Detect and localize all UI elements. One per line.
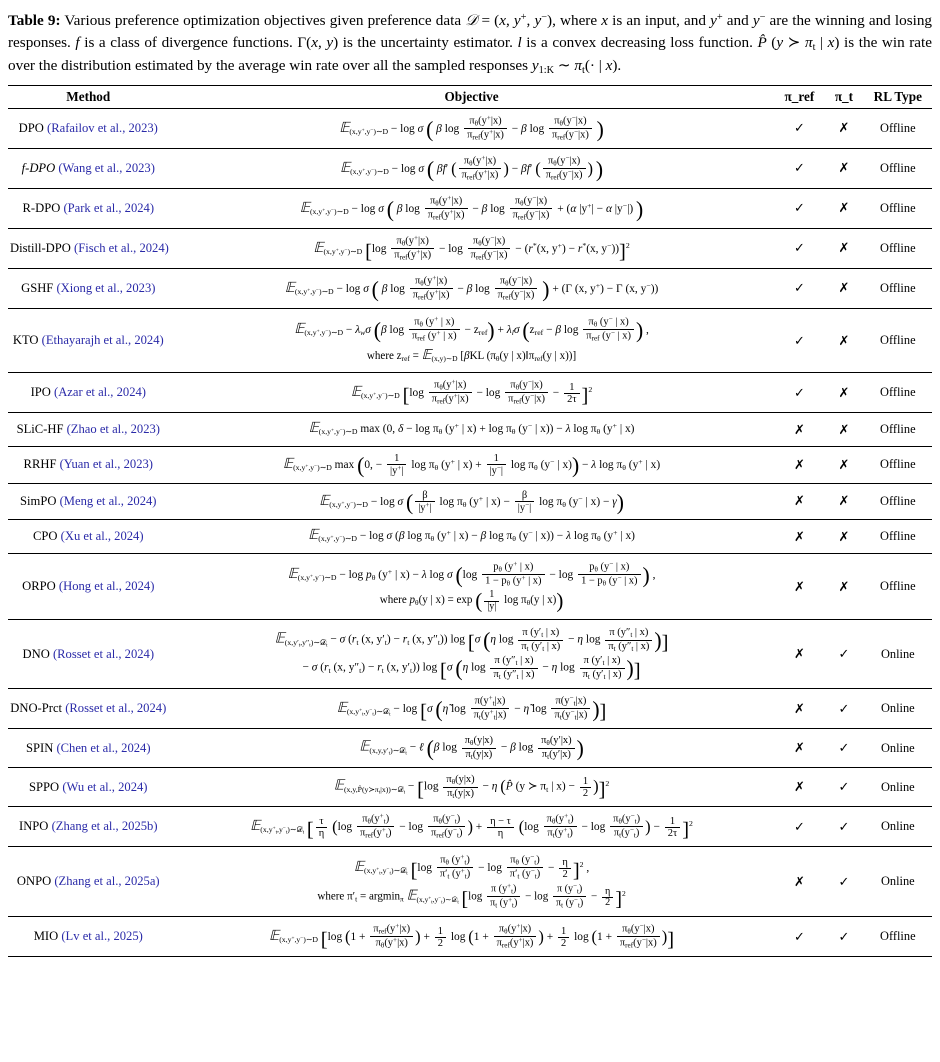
pi-t-cell: ✗ xyxy=(824,483,863,520)
method-name: ORPO xyxy=(22,579,56,594)
pi-ref-cell: ✗ xyxy=(775,729,825,768)
method-name: DNO-Prct xyxy=(10,701,63,716)
method-citation[interactable]: (Xiong et al., 2023) xyxy=(56,280,156,295)
rl-type-cell: Online xyxy=(864,620,932,689)
pi-t-cell: ✗ xyxy=(824,554,863,620)
pi-t-cell: ✗ xyxy=(824,268,863,308)
objective-cell: 𝔼$_{(x,y^+,y^-)\sim D}$ [log $\frac{\pi_\theta(y^+|x)}{\pi_{ref}(y^+|x)}$ − log $\frac{\pi_\theta(y^-|x)}{\pi_{ref}(y^-|x)}$ − $\frac{1}{2\tau}$ ]$^2$ xyxy=(169,373,775,413)
method-cell xyxy=(8,520,169,554)
method-cell xyxy=(8,148,169,188)
objective-cell: 𝔼$_{(x,y^+,y^-)\sim D}$ − $\log p_\theta$ (y+ | x) − λ log σ (log $\frac{p_\theta (y^+ | x)}{1 - p_\theta (y^+ | x)}$ − log $\frac{p_\theta (y^- | x)}{1 - p_\theta (y^- | x)}$ ) , where $p_\theta(y$ | x) = exp ( $\frac{1}{|y|}$ $\log \pi_\theta(y$ | x)) xyxy=(169,554,775,620)
rl-type-cell: Offline xyxy=(864,554,932,620)
rl-type-cell: Offline xyxy=(864,148,932,188)
table-row xyxy=(8,373,932,413)
table-row xyxy=(8,188,932,228)
rl-type-cell: Online xyxy=(864,847,932,917)
objective-cell: 𝔼$_{(x,y^+,y^-)\sim D}$ [log (1 + $\frac{\pi_{ref}(y^+|x)}{\pi_\theta(y^+|x)}$ ) + $\frac{1}{2}$ log (1 + $\frac{\pi_\theta(y^+|x)}{\pi_{ref}(y^+|x)}$ ) + $\frac{1}{2}$ log (1 + $\frac{\pi_\theta(y^-|x)}{\pi_{ref}(y^-|x)}$ )] xyxy=(169,917,775,957)
pi-t-cell: ✗ xyxy=(824,308,863,372)
method-cell xyxy=(8,308,169,372)
method-citation[interactable]: (Rafailov et al., 2023) xyxy=(47,120,158,135)
objective-cell: 𝔼$_{(x,y^+_t,y^-_t)\sim 𝒟_t}$ [ $\frac{\tau}{\eta}$ (log $\frac{\pi_\theta(y^+_t)}{\pi_{ref}(y^+_t)}$ − log $\frac{\pi_\theta(y^-_t)}{\pi_{ref}(y^-_t)}$ ) + $\frac{\eta - \tau}{\eta}$ (log $\frac{\pi_\theta(y^+_t)}{\pi_t(y^+_t)}$ − log $\frac{\pi_\theta(y^-_t)}{\pi_t(y^-_t)}$ ) − $\frac{1}{2\tau}$ ]$^2$ xyxy=(169,807,775,847)
rl-type-cell: Online xyxy=(864,729,932,768)
method-cell xyxy=(8,447,169,484)
method-cell xyxy=(8,188,169,228)
method-name: MIO xyxy=(33,929,59,944)
pi-ref-cell: ✓ xyxy=(775,917,825,957)
header-rl-type: RL Type xyxy=(864,85,932,108)
objective-cell: 𝔼$_{(x,y^+,y^-)\sim D}$ [log $\frac{\pi_\theta(y^+|x)}{\pi_{ref}(y^+|x)}$ − log $\frac{\pi_\theta(y^-|x)}{\pi_{ref}(y^-|x)}$ − (r*(x, y+) − r*(x, y−))]$^2$ xyxy=(169,228,775,268)
rl-type-cell: Offline xyxy=(864,228,932,268)
method-name: SimPO xyxy=(20,493,57,508)
method-name: SPPO xyxy=(29,779,60,794)
method-name: SLiC-HF xyxy=(16,422,64,437)
method-citation[interactable]: (Yuan et al., 2023) xyxy=(59,457,153,472)
method-cell xyxy=(8,807,169,847)
pi-t-cell: ✗ xyxy=(824,447,863,484)
objective-cell: 𝔼$_{(x,y^+,y^-)\sim D}$ max (0, − $\frac{1}{|y^+|}$ $\log \pi_\theta$ (y+ | x) + $\frac{1}{|y^-|}$ $\log \pi_\theta$ (y− | x)) − λ $\log \pi_\theta$ (y+ | x) xyxy=(169,447,775,484)
method-cell xyxy=(8,228,169,268)
method-citation[interactable]: (Wu et al., 2024) xyxy=(62,779,148,794)
method-cell xyxy=(8,483,169,520)
method-citation[interactable]: (Ethayarajh et al., 2024) xyxy=(41,333,164,348)
pi-ref-cell: ✗ xyxy=(775,554,825,620)
method-cell xyxy=(8,108,169,148)
rl-type-cell: Online xyxy=(864,689,932,729)
method-name: GSHF xyxy=(21,280,54,295)
method-citation[interactable]: (Zhang et al., 2025a) xyxy=(54,874,160,889)
method-citation[interactable]: (Rosset et al., 2024) xyxy=(65,701,167,716)
objective-cell: 𝔼$_{(x,y^+,y^-)\sim D}$ − log σ ( βf′ ( $\frac{\pi_\theta(y^+|x)}{\pi_{ref}(y^+|x)}$ ) − βf′ ( $\frac{\pi_\theta(y^-|x)}{\pi_{ref}(y^-|x)}$ ) ) xyxy=(169,148,775,188)
pi-ref-cell: ✗ xyxy=(775,447,825,484)
pi-t-cell: ✗ xyxy=(824,373,863,413)
pi-ref-cell: ✓ xyxy=(775,807,825,847)
method-citation[interactable]: (Xu et al., 2024) xyxy=(60,529,144,544)
objective-cell: 𝔼$_{(x,y,P̂(y≻\pi_t|x))\sim 𝒟_t}$ − [log $\frac{\pi_\theta(y|x)}{\pi_t(y|x)}$ − η (P̂ (y ≻ $\pi_t$ | x) − $\frac{1}{2}$ )]$^2$ xyxy=(169,768,775,807)
method-name: ONPO xyxy=(16,874,52,889)
header-objective: Objective xyxy=(169,85,775,108)
pi-t-cell: ✓ xyxy=(824,768,863,807)
rl-type-cell: Online xyxy=(864,807,932,847)
method-name: RRHF xyxy=(23,457,57,472)
method-citation[interactable]: (Chen et al., 2024) xyxy=(56,740,151,755)
table-row xyxy=(8,148,932,188)
pi-t-cell: ✓ xyxy=(824,917,863,957)
method-name: INPO xyxy=(19,819,49,834)
table-row xyxy=(8,308,932,372)
method-name: DPO xyxy=(18,120,44,135)
header-pi-ref: π_ref xyxy=(775,85,825,108)
table-row xyxy=(8,447,932,484)
pi-t-cell: ✗ xyxy=(824,520,863,554)
pi-ref-cell: ✓ xyxy=(775,148,825,188)
method-citation[interactable]: (Azar et al., 2024) xyxy=(54,385,146,400)
pi-t-cell: ✗ xyxy=(824,148,863,188)
pi-t-cell: ✓ xyxy=(824,847,863,917)
objective-cell: 𝔼$_{(x,y^+_t,y^-_t)\sim 𝒟_t}$ [log $\frac{\pi_\theta (y^+_t)}{\pi'_t (y^+_t)}$ − log $\frac{\pi_\theta (y^-_t)}{\pi'_t (y^-_t)}$ − $\frac{\eta}{2}$ ]$^2$ , where $\pi'_t = argmin_\pi$ 𝔼$_{(x,y^+_t,y^-_t)\sim 𝒟_t}$ [log $\frac{\pi (y^+_t)}{\pi_t (y^+_t)}$ − log $\frac{\pi (y^-_t)}{\pi_t (y^-_t)}$ − $\frac{\eta}{2}$ ]$^2$ xyxy=(169,847,775,917)
method-cell xyxy=(8,373,169,413)
table-row xyxy=(8,620,932,689)
objective-cell: 𝔼$_{(x,y^+,y^-)\sim D}$ − log σ ( β log $\frac{\pi_\theta(y^+|x)}{\pi_{ref}(y^+|x)}$ − β log $\frac{\pi_\theta(y^-|x)}{\pi_{ref}(y^-|x)}$ + (α |y+| − α |y−|) ) xyxy=(169,188,775,228)
pi-ref-cell: ✗ xyxy=(775,620,825,689)
rl-type-cell: Offline xyxy=(864,188,932,228)
method-cell xyxy=(8,554,169,620)
pi-ref-cell: ✓ xyxy=(775,308,825,372)
objective-cell: 𝔼$_{(x,y^+,y^-)\sim D}$ − log σ ( $\frac{\beta}{|y^+|}$ $\log \pi_\theta$ (y+ | x) − $\frac{\beta}{|y^-|}$ $\log \pi_\theta$ (y− | x) − γ) xyxy=(169,483,775,520)
method-citation[interactable]: (Wang et al., 2023) xyxy=(58,160,155,175)
pi-ref-cell: ✓ xyxy=(775,373,825,413)
objective-cell: 𝔼$_{(x,y^+,y^-)\sim D}$ − $\lambda_w\sigma$ (β log $\frac{\pi_\theta (y^+ | x)}{\pi_{ref} (y^+ | x)}$ − $z_{ref}) + \lambda_l\sigma$ ($z_{ref} - \beta$ log $\frac{\pi_\theta (y^- | x)}{\pi_{ref} (y^- | x)}$ ) , where $z_{ref}$ = 𝔼$_{(x,y)\sim D}$ [βKL ($\pi_\theta(y$ | $x)‖\pi_{ref}(y$ | x))] xyxy=(169,308,775,372)
table-row xyxy=(8,520,932,554)
table-row xyxy=(8,228,932,268)
pi-t-cell: ✓ xyxy=(824,620,863,689)
rl-type-cell: Online xyxy=(864,768,932,807)
method-citation[interactable]: (Fisch et al., 2024) xyxy=(74,240,169,255)
table-row xyxy=(8,413,932,447)
table-row xyxy=(8,268,932,308)
pi-ref-cell: ✗ xyxy=(775,847,825,917)
pi-t-cell: ✗ xyxy=(824,228,863,268)
rl-type-cell: Offline xyxy=(864,268,932,308)
pi-ref-cell: ✗ xyxy=(775,413,825,447)
method-cell xyxy=(8,268,169,308)
header-method: Method xyxy=(8,85,169,108)
rl-type-cell: Offline xyxy=(864,413,932,447)
method-name: DNO xyxy=(22,646,50,661)
rl-type-cell: Offline xyxy=(864,308,932,372)
method-cell xyxy=(8,620,169,689)
caption-label: Table 9: xyxy=(8,12,61,29)
pi-t-cell: ✓ xyxy=(824,729,863,768)
method-name: IPO xyxy=(30,385,51,400)
table-row xyxy=(8,917,932,957)
objective-cell: 𝔼$_{(x,y^+,y^-)\sim D}$ − log σ (β $\log \pi_\theta$ (y+ | x) − β $\log \pi_\theta$ (y− | x)) − λ $\log \pi_\theta$ (y+ | x) xyxy=(169,520,775,554)
pi-t-cell: ✓ xyxy=(824,689,863,729)
pi-t-cell: ✓ xyxy=(824,807,863,847)
rl-type-cell: Offline xyxy=(864,917,932,957)
pi-t-cell: ✗ xyxy=(824,108,863,148)
method-name: KTO xyxy=(12,333,39,348)
table-row xyxy=(8,768,932,807)
method-citation[interactable]: (Zhang et al., 2025b) xyxy=(51,819,158,834)
objective-cell: 𝔼$_{(x,y^+_t,y^-_t)\sim 𝒟_t}$ − log [σ (η̃ log $\frac{\pi(y^+_t|x)}{\pi_t(y^+_t|x)}$ − η̃ log $\frac{\pi(y^-_t|x)}{\pi_t(y^-_t|x)}$ )] xyxy=(169,689,775,729)
method-name: R-DPO xyxy=(22,200,61,215)
method-citation[interactable]: (Rosset et al., 2024) xyxy=(52,646,155,661)
pi-t-cell: ✗ xyxy=(824,413,863,447)
method-name: CPO xyxy=(33,529,58,544)
objective-cell: 𝔼$_{(x,y,y'_t)\sim 𝒟_t}$ − ℓ (β log $\frac{\pi_\theta(y|x)}{\pi_t(y|x)}$ − β log $\frac{\pi_\theta(y'|x)}{\pi_t(y'|x)}$ ) xyxy=(169,729,775,768)
pi-ref-cell: ✓ xyxy=(775,228,825,268)
rl-type-cell: Offline xyxy=(864,108,932,148)
table-row xyxy=(8,847,932,917)
table-header-row xyxy=(8,85,932,108)
pi-ref-cell: ✓ xyxy=(775,188,825,228)
method-name: f-DPO xyxy=(21,160,56,175)
method-cell xyxy=(8,689,169,729)
method-citation[interactable]: (Hong et al., 2024) xyxy=(58,579,155,594)
header-pi-t: π_t xyxy=(824,85,863,108)
objective-cell: 𝔼$_{(x,y^+,y^-)\sim D}$ − log σ ( β log $\frac{\pi_\theta(y^+|x)}{\pi_{ref}(y^+|x)}$ − β log $\frac{\pi_\theta(y^-|x)}{\pi_{ref}(y^-|x)}$ ) xyxy=(169,108,775,148)
table-row xyxy=(8,729,932,768)
method-citation[interactable]: (Meng et al., 2024) xyxy=(59,493,157,508)
table-row xyxy=(8,108,932,148)
pi-ref-cell: ✗ xyxy=(775,689,825,729)
pi-ref-cell: ✗ xyxy=(775,483,825,520)
pi-ref-cell: ✗ xyxy=(775,768,825,807)
pi-ref-cell: ✓ xyxy=(775,268,825,308)
objective-cell: 𝔼$_{(x,y'_t,y''_t)\sim 𝒟_t}$ − σ ($r_t$ (x, $y'_t) - r_t$ (x, $y''_t$)) log [σ (η log $\frac{\pi (y'_t | x)}{\pi_t (y'_t | x)}$ − η log $\frac{\pi (y''_t | x)}{\pi_t (y''_t | x)}$ )] − σ ($r_t$ (x, $y''_t) - r_t$ (x, $y'_t$)) log [σ (η log $\frac{\pi (y''_t | x)}{\pi_t (y''_t | x)}$ − η log $\frac{\pi (y'_t | x)}{\pi_t (y'_t | x)}$ )] xyxy=(169,620,775,689)
pi-t-cell: ✗ xyxy=(824,188,863,228)
table-row xyxy=(8,483,932,520)
method-cell xyxy=(8,729,169,768)
table-caption: Table 9: Various preference optimization objectives given preference data 𝒟 = (x, y+, y−), where x is an input, and y+ and y− are the winning and losing responses. f is a class of divergence functions. Γ(x, y) is the uncertainty estimator. l is a convex decreasing loss function. P̂ (y ≻ $\pi_t$ | x) is the win rate over the distribution estimated by the average win rate over all the sampled responses $y_{1:K}$ ∼ $\pi_t(\cdot$ | x). xyxy=(8,11,933,77)
rl-type-cell: Offline xyxy=(864,483,932,520)
method-cell xyxy=(8,917,169,957)
method-citation[interactable]: (Zhao et al., 2023) xyxy=(66,422,160,437)
rl-type-cell: Offline xyxy=(864,373,932,413)
method-name: Distill-DPO xyxy=(10,240,71,255)
rl-type-cell: Offline xyxy=(864,520,932,554)
pi-ref-cell: ✗ xyxy=(775,520,825,554)
method-citation[interactable]: (Park et al., 2024) xyxy=(63,200,155,215)
objective-cell: 𝔼$_{(x,y^+,y^-)\sim D}$ max (0, $\delta - \log \pi_\theta$ (y+ | $x) + \log \pi_\theta$ (y− | x)) − λ $\log \pi_\theta$ (y+ | x) xyxy=(169,413,775,447)
method-cell xyxy=(8,847,169,917)
method-cell xyxy=(8,413,169,447)
method-citation[interactable]: (Lv et al., 2025) xyxy=(61,929,143,944)
method-name: SPIN xyxy=(26,740,54,755)
rl-type-cell: Offline xyxy=(864,447,932,484)
table-row xyxy=(8,689,932,729)
objective-cell: 𝔼$_{(x,y^+,y^-)\sim D}$ − log σ ( β log $\frac{\pi_\theta(y^+|x)}{\pi_{ref}(y^+|x)}$ − β log $\frac{\pi_\theta(y^-|x)}{\pi_{ref}(y^-|x)}$ ) + (Γ (x, y+) − Γ (x, y−)) xyxy=(169,268,775,308)
table-row xyxy=(8,807,932,847)
method-cell xyxy=(8,768,169,807)
pi-ref-cell: ✓ xyxy=(775,108,825,148)
preference-objectives-table xyxy=(8,85,932,958)
table-row xyxy=(8,554,932,620)
